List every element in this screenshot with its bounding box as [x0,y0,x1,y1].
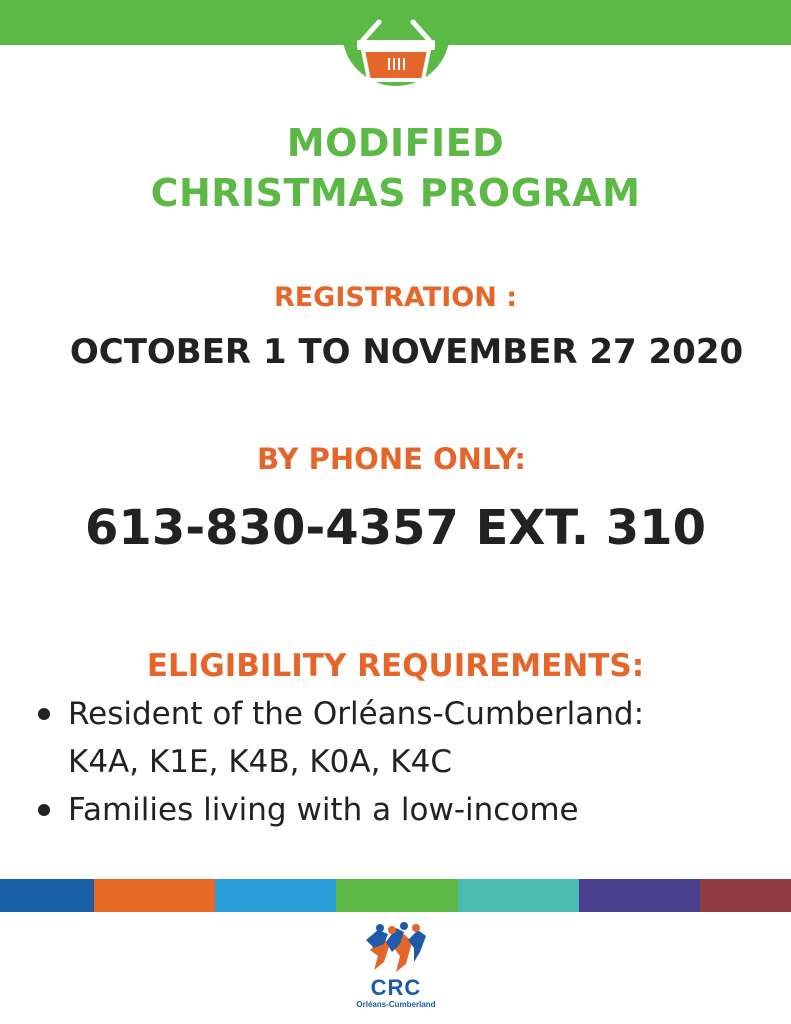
stripe-segment [458,879,579,912]
stripe-segment [0,879,94,912]
bullet-icon [38,708,50,720]
logo-subtitle: Orléans-Cumberland [356,1000,436,1009]
logo-name: CRC [370,975,422,1000]
stripe-segment [94,879,215,912]
phone-label: BY PHONE ONLY: [257,442,526,476]
phone-number: 613-830-4357 EXT. 310 [85,500,706,556]
registration-dates: OCTOBER 1 TO NOVEMBER 27 2020 [69,332,744,372]
list-item-line-2: K4A, K1E, K4B, K0A, K4C [68,744,453,780]
stripe-segment [579,879,700,912]
title-line-1: MODIFIED [286,121,505,165]
registration-label: REGISTRATION : [273,282,518,313]
eligibility-label: ELIGIBILITY REQUIREMENTS: [146,648,645,684]
list-item [34,786,774,834]
color-stripe [0,879,791,912]
stripe-segment [700,879,791,912]
list-item-line-1: Families living with a low-income [68,792,579,828]
program-title [0,118,791,218]
shopping-basket-icon [353,18,439,90]
stripe-segment [336,879,458,912]
crc-logo [352,922,440,1022]
people-figures-logo-icon [364,922,428,976]
eligibility-list [34,690,774,834]
list-item [34,690,774,786]
title-line-2: CHRISTMAS PROGRAM [150,171,641,215]
list-item-line-1: Resident of the Orléans-Cumberland: [68,696,645,732]
stripe-segment [215,879,336,912]
bullet-icon [38,804,50,816]
